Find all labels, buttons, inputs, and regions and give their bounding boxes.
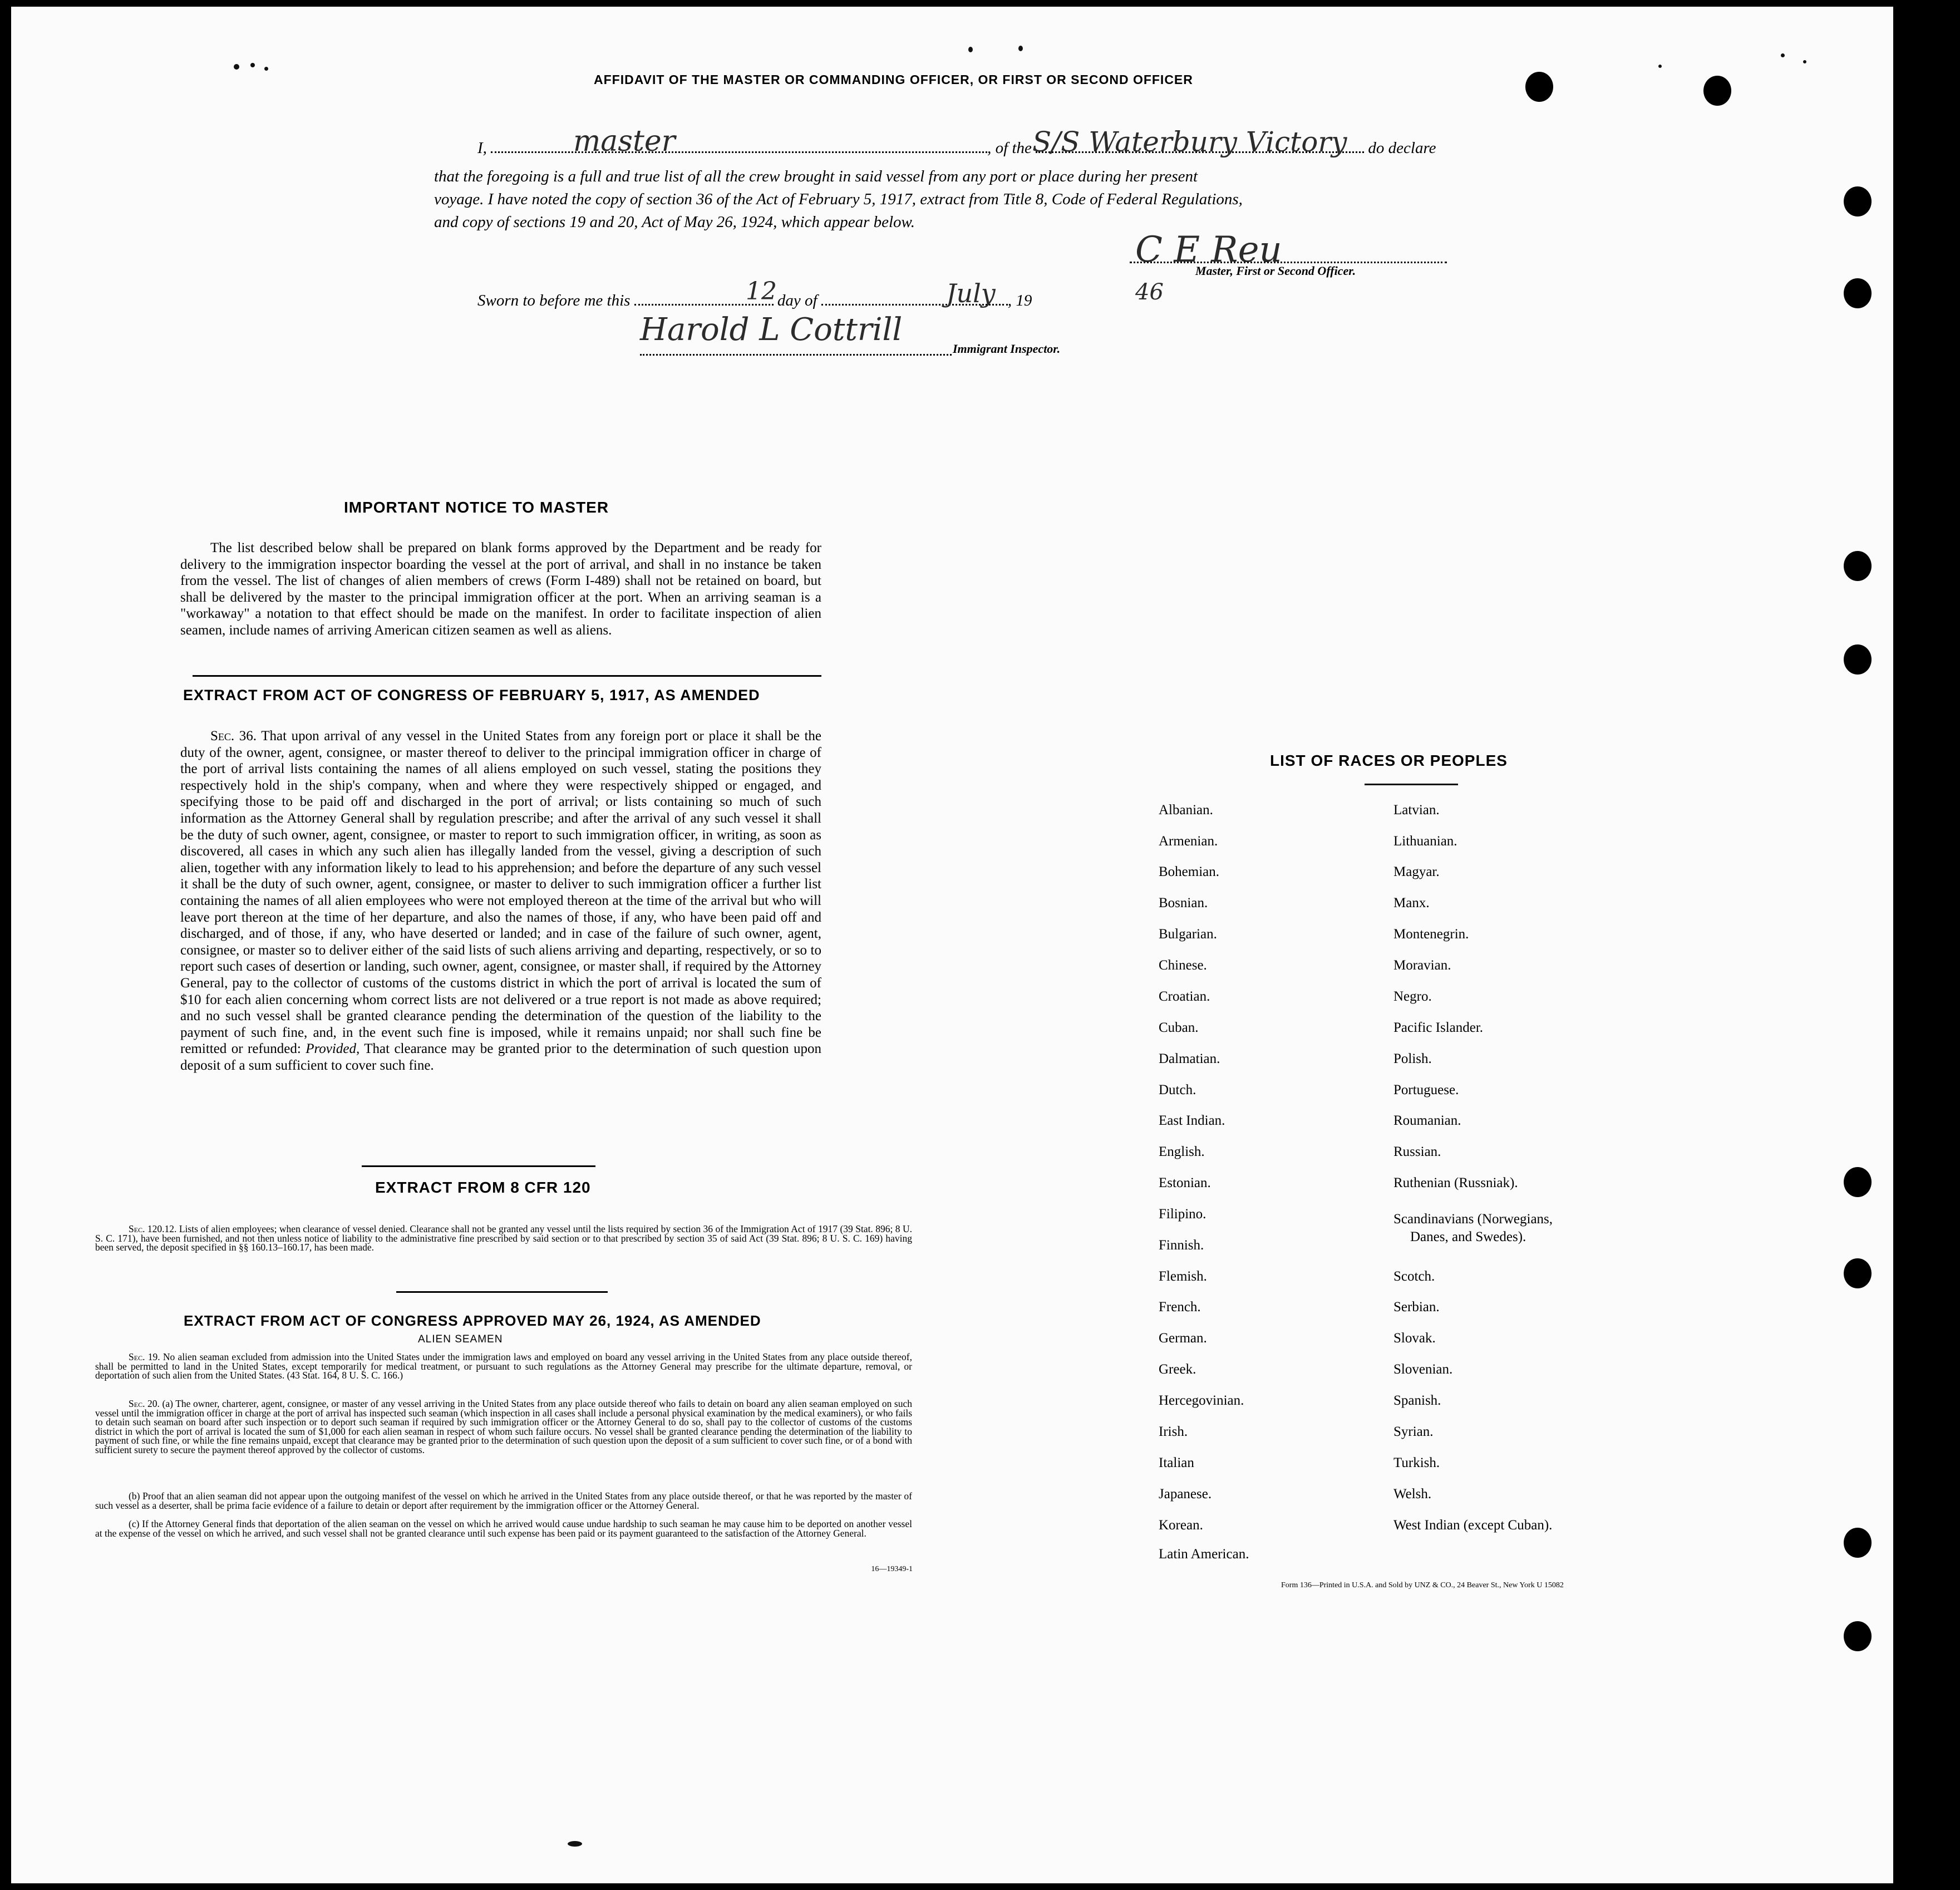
handwritten-year: 46: [1135, 279, 1164, 305]
extract-1917-heading: EXTRACT FROM ACT OF CONGRESS OF FEBRUARY 5, 1917, AS AMENDED: [183, 687, 760, 703]
handwritten-day: 12: [746, 277, 777, 306]
print-code: 16—19349-1: [871, 1565, 913, 1573]
sec-20c-text: (c) If the Attorney General finds that deportation of the alien seaman on the vessel on which he arrived would cause undue hardship to such seaman he may cause him to be deported on another vessel at the expense of the vessel on which he arrived, and such vessel shall not be granted clearance until such expense has been paid or its payment guaranteed to the satisfaction of the Attorney General.: [95, 1518, 912, 1539]
affidavit-line-3: voyage. I have noted the copy of section 36 of the Act of February 5, 1917, extract from Title 8, Code of Federal Regulations,: [434, 190, 1243, 208]
proviso-label: Provided,: [306, 1041, 360, 1057]
race-item: Syrian.: [1393, 1424, 1434, 1439]
affidavit-i-label: I,: [477, 139, 487, 157]
punch-hole: [1844, 1258, 1872, 1288]
race-item: Pacific Islander.: [1393, 1020, 1484, 1035]
speck: [568, 1841, 582, 1847]
speck: [234, 64, 239, 70]
race-item: Cuban.: [1159, 1020, 1199, 1035]
race-item: Polish.: [1393, 1051, 1432, 1066]
race-item: Korean.: [1159, 1518, 1203, 1533]
extract-1924-heading: EXTRACT FROM ACT OF CONGRESS APPROVED MAY 26, 1924, AS AMENDED: [184, 1312, 761, 1329]
race-item: English.: [1159, 1144, 1205, 1159]
affidavit-line-4: and copy of sections 19 and 20, Act of May 26, 1924, which appear below.: [434, 213, 915, 231]
master-caption: Master, First or Second Officer.: [1195, 264, 1356, 278]
race-item: Flemish.: [1159, 1269, 1207, 1284]
race-item: Slovenian.: [1393, 1362, 1453, 1377]
race-item: Dalmatian.: [1159, 1051, 1220, 1066]
handwritten-vessel-name: S/S Waterbury Victory: [1032, 126, 1347, 158]
race-item: Serbian.: [1393, 1300, 1440, 1315]
affidavit-line-2: that the foregoing is a full and true list of all the crew brought in said vessel from any port or place during her present: [434, 168, 1198, 185]
punch-hole: [1844, 1167, 1872, 1197]
race-item: Russian.: [1393, 1144, 1441, 1159]
race-item: East Indian.: [1159, 1113, 1225, 1128]
divider: [193, 675, 821, 677]
race-item: Armenian.: [1159, 834, 1218, 849]
cfr-text: [95, 1224, 912, 1252]
race-item: Japanese.: [1159, 1487, 1212, 1502]
race-item: Manx.: [1393, 895, 1430, 910]
sec-120-text: Lists of alien employees; when clearance of vessel denied. Clearance shall not be granted any vessel until the lists required by section 36 of the Immigration Act of 1917 (39 Stat. 896; 8 U. S. C. 171), have been furnished, and not then unless notice of liability to the administrative fine prescribed by said section or to that prescribed by section 35 of said Act (39 Stat. 896; 8 U. S. C. 169) having been served, the deposit specified in §§ 160.13–160.17, has been made.: [95, 1223, 912, 1253]
race-item: Lithuanian.: [1393, 834, 1457, 849]
race-item: Chinese.: [1159, 958, 1207, 973]
speck: [1803, 60, 1806, 63]
race-item: Montenegrin.: [1393, 927, 1469, 942]
punch-hole: [1844, 278, 1872, 308]
race-item: German.: [1159, 1331, 1207, 1346]
speck: [1658, 65, 1662, 68]
punch-hole: [1525, 72, 1553, 102]
of-the-label: , of the: [987, 139, 1032, 157]
handwritten-master-name: master: [573, 125, 676, 158]
affidavit-heading: AFFIDAVIT OF THE MASTER OR COMMANDING OFFICER, OR FIRST OR SECOND OFFICER: [594, 72, 1193, 87]
sec-19-label: Sec. 19.: [129, 1351, 160, 1362]
race-item: Portuguese.: [1393, 1082, 1459, 1097]
sec-19-body: No alien seaman excluded from admission into the United States under the immigration laws and employed on board any vessel arriving in the United States from any place outside thereof, shall be permitted to land in the United States, except temporarily for medical treatment, or pursuant to such regulations as the Attorney General may prescribe for the ultimate departure, removal, or deportation of such alien from the United States. (43 Stat. 164, 8 U. S. C. 166.): [95, 1351, 912, 1381]
race-item: Bosnian.: [1159, 895, 1208, 910]
sec-19-text: [95, 1352, 912, 1380]
race-item: Latin American.: [1159, 1547, 1249, 1562]
alien-seamen-subheading: ALIEN SEAMEN: [418, 1333, 503, 1345]
race-item: Greek.: [1159, 1362, 1196, 1377]
race-item: Welsh.: [1393, 1487, 1432, 1502]
race-item: Roumanian.: [1393, 1113, 1461, 1128]
sec-20a-body: (a) The owner, charterer, agent, consignee, or master of any vessel arriving in the United States from any place outside thereof who fails to detain on board any alien seaman employed on such vessel until the immigration officer in charge at the port of arrival has inspected such seaman (which inspection in all cases shall include a personal physical examination by the medical examiners), or who fails to detain such seaman on board after such inspection or to deport such seaman if required by such immigration officer or the Attorney General to do so, shall pay to the collector of customs of the customs district in which the port of arrival is located the sum of $1,000 for each alien seaman in respect of whom such failure occurs. No vessel shall be granted clearance pending the determination of the liability to payment of such fine, or while the fine remains unpaid, except that clearance may be granted prior to the determination of such question upon the deposit of a sum sufficient to cover such fine, or of a bond with sufficient surety to secure the payment thereof approved by the collector of customs.: [95, 1398, 913, 1455]
inspector-signature: Harold L Cottrill: [640, 312, 903, 348]
speck: [264, 67, 268, 71]
handwritten-month: July: [946, 278, 996, 308]
speck: [250, 63, 255, 67]
punch-hole: [1844, 644, 1872, 675]
extract-1917-text: [180, 728, 821, 1074]
form-footer: Form 136—Printed in U.S.A. and Sold by UNZ & CO., 24 Beaver St., New York U 15082: [1281, 1581, 1564, 1589]
cfr-heading: EXTRACT FROM 8 CFR 120: [375, 1179, 591, 1196]
speck: [968, 47, 973, 52]
race-item: Irish.: [1159, 1424, 1188, 1439]
punch-hole: [1844, 1528, 1872, 1558]
sec-20a-text: [95, 1399, 912, 1454]
race-item: Italian: [1159, 1455, 1194, 1470]
proviso-text: That clearance may be granted prior to the determination of such question upon deposit of a sum sufficient to cover such fine.: [180, 1041, 821, 1073]
speck: [1018, 46, 1023, 51]
race-item: Magyar.: [1393, 864, 1440, 879]
race-item: Spanish.: [1393, 1393, 1441, 1408]
sec-20b-text: (b) Proof that an alien seaman did not appear upon the outgoing manifest of the vessel on which he arrived in the United States from any place outside thereof, or that he was reported by the master of such vessel as a deserter, shall be prima facie evidence of a failure to detain or deport after requirement by the immigration officer or the Attorney General.: [95, 1490, 912, 1511]
race-item: Bulgarian.: [1159, 927, 1217, 942]
race-item: Latvian.: [1393, 803, 1440, 818]
race-item: Ruthenian (Russniak).: [1393, 1175, 1518, 1190]
race-item: Hercegovinian.: [1159, 1393, 1244, 1408]
race-item: French.: [1159, 1300, 1201, 1315]
race-item: Moravian.: [1393, 958, 1451, 973]
day-of-label: day of: [777, 292, 818, 309]
document-page: [11, 7, 1893, 1883]
race-item: Turkish.: [1393, 1455, 1440, 1470]
inspector-signature-line: [640, 339, 952, 356]
punch-hole: [1844, 186, 1872, 216]
race-item: Filipino.: [1159, 1207, 1206, 1222]
year-prefix: , 19: [1007, 292, 1032, 309]
divider: [1365, 784, 1458, 785]
race-item: Dutch.: [1159, 1082, 1196, 1097]
divider: [362, 1165, 595, 1167]
speck: [1781, 53, 1785, 57]
sec-36-label: Sec. 36.: [210, 729, 257, 744]
race-item: Negro.: [1393, 989, 1432, 1004]
notice-heading: IMPORTANT NOTICE TO MASTER: [344, 499, 609, 516]
master-name-line: [491, 137, 987, 153]
race-item: Estonian.: [1159, 1175, 1211, 1190]
race-item: Danes, and Swedes).: [1410, 1229, 1526, 1244]
master-signature-line: [1130, 247, 1447, 263]
punch-hole: [1703, 76, 1731, 106]
race-item: West Indian (except Cuban).: [1393, 1518, 1553, 1533]
inspector-caption: Immigrant Inspector.: [953, 342, 1061, 356]
race-item: Finnish.: [1159, 1238, 1204, 1253]
sworn-label: Sworn to before me this: [477, 292, 631, 309]
race-item: Scotch.: [1393, 1269, 1435, 1284]
race-item: Croatian.: [1159, 989, 1210, 1004]
races-heading: LIST OF RACES OR PEOPLES: [1270, 752, 1508, 769]
sec-36-text: That upon arrival of any vessel in the United States from any foreign port or place it shall be the duty of the owner, agent, consignee, or master thereof to deliver to the principal immigration officer in charge of the port of arrival lists containing the names of all aliens employed on such vessel, stating the positions they respectively hold in the ship's company, when and where they were respectively shipped or engaged, and specifying those to be paid off and discharged in the port of arrival; or lists containing so much of such information as the Attorney General shall by regulation prescribe; and after the arrival of any such vessel it shall be the duty of such owner, agent, consignee, or master to report to such immigration officer, in writing, as soon as discovered, all cases in which any such alien has illegally landed from the vessel, giving a description of such alien, together with any information likely to lead to his apprehension; and before the departure of any such vessel it shall be the duty of such owner, agent, consignee, or master to deliver to such immigration officer a further list containing the names of all alien employees who were not employed thereon at the time of the arrival but who will leave port thereon at the time of her departure, and also the names of those, if any, who have been paid off and discharged, and of those, if any, who have deserted or landed; and in case of the failure of such owner, agent, consignee, or master so to deliver either of the said lists of such aliens arriving and departing, respectively, or so to report such cases of desertion or landing, such owner, agent, consignee, or master shall, if required by the Attorney General, pay to the collector of customs of the customs district in which the port of arrival is located the sum of $10 for each alien concerning whom correct lists are not delivered or a true report is not made as above required; and no such vessel shall be granted clearance pending the determination of the question of the liability to the payment of such fine, and, in the event such fine is imposed, while it remains unpaid; nor shall such fine be remitted or refunded:: [180, 729, 821, 1057]
race-item: Slovak.: [1393, 1331, 1436, 1346]
race-item: Bohemian.: [1159, 864, 1220, 879]
punch-hole: [1844, 1621, 1872, 1651]
notice-text: The list described below shall be prepared on blank forms approved by the Department and be ready for delivery to the immigration inspector boarding the vessel at the port of arrival, and shall in no instance be taken from the vessel. The list of changes of alien members of crews (Form I-489) shall not be retained on board, but shall be delivered by the master to the principal immigration officer at the port. When an arriving seaman is a "workaway" a notation to that effect should be made on the manifest. In order to facilitate inspection of alien seamen, include names of arriving American citizen seamen as well as aliens.: [180, 540, 821, 638]
sec-120-label: Sec. 120.12.: [129, 1223, 177, 1234]
divider: [396, 1291, 608, 1293]
sec-20-label: Sec. 20.: [129, 1398, 160, 1409]
master-signature: C E Reu: [1135, 229, 1282, 270]
punch-hole: [1844, 551, 1872, 581]
race-item: Scandinavians (Norwegians,: [1393, 1212, 1553, 1227]
do-declare-label: do declare: [1368, 139, 1436, 157]
race-item: Albanian.: [1159, 803, 1213, 818]
